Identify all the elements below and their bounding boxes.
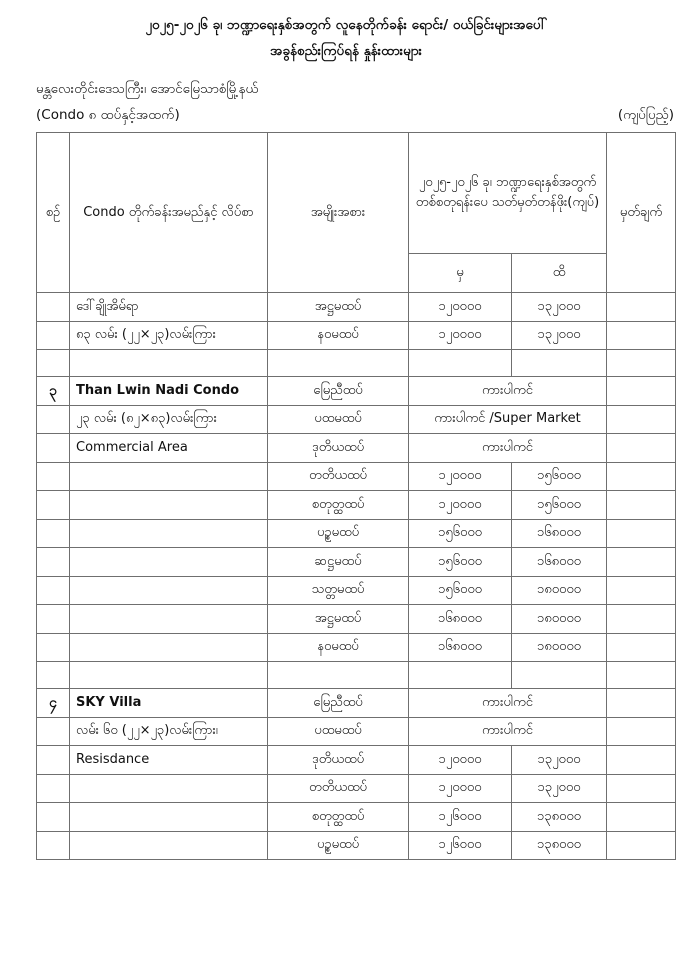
table-row — [37, 405, 676, 434]
rate-from-cell — [409, 662, 512, 689]
condo-name-cell — [70, 462, 268, 491]
condo-name-cell — [70, 803, 268, 832]
condo-name-cell: လမ်း ၆၀ (၂၂×၂၃)လမ်းကြား၊ — [70, 717, 268, 746]
condo-name-cell — [70, 491, 268, 520]
floor-type-cell: စတုတ္ထထပ် — [268, 803, 409, 832]
floor-type-cell: ပဥ္စမထပ် — [268, 519, 409, 548]
rate-to-cell: ၁၆၈၀၀၀ — [512, 519, 607, 548]
condo-name-cell: Commercial Area — [70, 434, 268, 463]
header-rate: ၂၀၂၅-၂၀၂၆ ခု၊ ဘဏ္ဍာရေးနှစ်အတွက် တစ်စတုရန်းပေ သတ်မှတ်တန်ဖိုး(ကျပ်) — [409, 133, 607, 254]
rate-from-cell: ၁၂၆၀၀၀ — [409, 831, 512, 860]
row-number — [37, 717, 70, 746]
condo-name-cell — [70, 519, 268, 548]
remark-cell — [607, 548, 676, 577]
table-row — [37, 321, 676, 350]
table-row — [37, 462, 676, 491]
remark-cell — [607, 321, 676, 350]
row-number — [37, 831, 70, 860]
row-number — [37, 321, 70, 350]
rate-to-cell: ၁၃၈၀၀၀ — [512, 803, 607, 832]
condo-note: (Condo ၈ ထပ်နှင့်အထက်) — [36, 107, 180, 123]
row-number — [37, 434, 70, 463]
condo-name-cell: Than Lwin Nadi Condo — [70, 377, 268, 406]
rate-from-cell: ၁၅၆၀၀၀ — [409, 576, 512, 605]
table-row — [37, 717, 676, 746]
remark-cell — [607, 605, 676, 634]
rate-to-cell: ၁၅၆၀၀၀ — [512, 462, 607, 491]
remark-cell — [607, 519, 676, 548]
row-number — [37, 491, 70, 520]
row-number — [37, 519, 70, 548]
table-row — [37, 434, 676, 463]
merged-rate-cell: ကားပါကင် — [409, 434, 607, 463]
table-row — [37, 491, 676, 520]
merged-rate-cell: ကားပါကင် — [409, 717, 607, 746]
condo-name-cell — [70, 548, 268, 577]
floor-type-cell: သတ္တမထပ် — [268, 576, 409, 605]
floor-type-cell: ဒုတိယထပ် — [268, 746, 409, 775]
region-subtitle: မန္တလေးတိုင်းဒေသကြီး၊ အောင်မြေသာစံမြို့နယ် — [36, 81, 259, 97]
rate-to-cell: ၁၈၀၀၀၀ — [512, 633, 607, 662]
rate-to-cell: ၁၃၂၀၀၀ — [512, 321, 607, 350]
floor-type-cell: တတိယထပ် — [268, 774, 409, 803]
row-number — [37, 746, 70, 775]
header-no: စဉ် — [37, 133, 70, 293]
header-remark: မှတ်ချက် — [607, 133, 676, 293]
floor-type-cell: ဆဋ္ဌမထပ် — [268, 548, 409, 577]
row-number — [37, 774, 70, 803]
rate-to-cell: ၁၃၂၀၀၀ — [512, 774, 607, 803]
condo-name-cell: ၂၃ လမ်း (၈၂×၈၃)လမ်းကြား — [70, 405, 268, 434]
rate-to-cell: ၁၃၈၀၀၀ — [512, 831, 607, 860]
rate-from-cell: ၁၆၈၀၀၀ — [409, 605, 512, 634]
remark-cell — [607, 405, 676, 434]
row-number — [37, 605, 70, 634]
rate-from-cell: ၁၅၆၀၀၀ — [409, 519, 512, 548]
rate-to-cell: ၁၃၂၀၀၀ — [512, 293, 607, 322]
rate-from-cell: ၁၂၀၀၀၀ — [409, 491, 512, 520]
condo-name-cell: ဒေါ်ချိုအိမ်ရာ — [70, 293, 268, 322]
row-number — [37, 803, 70, 832]
rate-to-cell: ၁၃၂၀၀၀ — [512, 746, 607, 775]
row-number: ၃ — [37, 377, 70, 406]
row-number — [37, 293, 70, 322]
table-row — [37, 548, 676, 577]
table-row — [37, 576, 676, 605]
table-row — [37, 689, 676, 718]
unit-label: (ကျပ်ပြည့်) — [617, 107, 674, 123]
condo-name-cell — [70, 576, 268, 605]
floor-type-cell — [268, 350, 409, 377]
table-body — [37, 293, 676, 860]
rate-table — [36, 132, 676, 860]
remark-cell — [607, 662, 676, 689]
row-number — [37, 350, 70, 377]
rate-from-cell: ၁၂၀၀၀၀ — [409, 321, 512, 350]
remark-cell — [607, 293, 676, 322]
remark-cell — [607, 633, 676, 662]
rate-to-cell — [512, 350, 607, 377]
rate-from-cell — [409, 350, 512, 377]
header-from: မှ — [409, 254, 512, 293]
remark-cell — [607, 377, 676, 406]
table-row — [37, 605, 676, 634]
floor-type-cell — [268, 662, 409, 689]
header-to: ထိ — [512, 254, 607, 293]
floor-type-cell: ပထမထပ် — [268, 405, 409, 434]
row-number — [37, 462, 70, 491]
rate-from-cell: ၁၂၀၀၀၀ — [409, 746, 512, 775]
condo-name-cell — [70, 831, 268, 860]
table-row — [37, 633, 676, 662]
document-title: ၂၀၂၅-၂၀၂၆ ခု၊ ဘဏ္ဍာရေးနှစ်အတွက် လူနေတိုက်ခန်း ရောင်း/ ဝယ်ခြင်းများအပေါ် — [145, 17, 547, 33]
rate-to-cell: ၁၆၈၀၀၀ — [512, 548, 607, 577]
row-number — [37, 576, 70, 605]
remark-cell — [607, 746, 676, 775]
rate-from-cell: ၁၅၆၀၀၀ — [409, 548, 512, 577]
condo-name-cell — [70, 605, 268, 634]
row-number — [37, 662, 70, 689]
rate-from-cell: ၁၂၆၀၀၀ — [409, 803, 512, 832]
row-number — [37, 405, 70, 434]
remark-cell — [607, 491, 676, 520]
table-row — [37, 519, 676, 548]
remark-cell — [607, 434, 676, 463]
floor-type-cell: နဝမထပ် — [268, 321, 409, 350]
floor-type-cell: အဋ္ဌမထပ် — [268, 605, 409, 634]
row-number — [37, 633, 70, 662]
table-row — [37, 803, 676, 832]
remark-cell — [607, 717, 676, 746]
condo-name-cell — [70, 350, 268, 377]
table-row — [37, 774, 676, 803]
blank-row — [37, 350, 676, 377]
rate-to-cell: ၁၅၆၀၀၀ — [512, 491, 607, 520]
condo-name-cell — [70, 774, 268, 803]
header-name: Condo တိုက်ခန်းအမည်နှင့် လိပ်စာ — [70, 133, 268, 293]
table-row — [37, 377, 676, 406]
condo-name-cell — [70, 662, 268, 689]
floor-type-cell: ဒုတိယထပ် — [268, 434, 409, 463]
condo-name-cell: ၈၃ လမ်း (၂၂×၂၃)လမ်းကြား — [70, 321, 268, 350]
remark-cell — [607, 774, 676, 803]
merged-rate-cell: ကားပါကင် /Super Market — [409, 405, 607, 434]
rate-from-cell: ၁၆၈၀၀၀ — [409, 633, 512, 662]
rate-from-cell: ၁၂၀၀၀၀ — [409, 462, 512, 491]
blank-row — [37, 662, 676, 689]
remark-cell — [607, 462, 676, 491]
condo-name-cell — [70, 633, 268, 662]
remark-cell — [607, 831, 676, 860]
floor-type-cell: တတိယထပ် — [268, 462, 409, 491]
floor-type-cell: ပထမထပ် — [268, 717, 409, 746]
remark-cell — [607, 576, 676, 605]
row-number: ၄ — [37, 689, 70, 718]
document-title-line2: အခွန်စည်းကြပ်ရန် နှုန်းထားများ — [270, 43, 422, 59]
rate-from-cell: ၁၂၀၀၀၀ — [409, 774, 512, 803]
table-row — [37, 746, 676, 775]
merged-rate-cell: ကားပါကင် — [409, 377, 607, 406]
floor-type-cell: အဋ္ဌမထပ် — [268, 293, 409, 322]
rate-from-cell: ၁၂၀၀၀၀ — [409, 293, 512, 322]
floor-type-cell: မြေညီထပ် — [268, 377, 409, 406]
rate-to-cell — [512, 662, 607, 689]
table-row — [37, 831, 676, 860]
rate-to-cell: ၁၈၀၀၀၀ — [512, 605, 607, 634]
remark-cell — [607, 350, 676, 377]
remark-cell — [607, 689, 676, 718]
floor-type-cell: စတုတ္ထထပ် — [268, 491, 409, 520]
merged-rate-cell: ကားပါကင် — [409, 689, 607, 718]
remark-cell — [607, 803, 676, 832]
rate-to-cell: ၁၈၀၀၀၀ — [512, 576, 607, 605]
condo-name-cell: SKY Villa — [70, 689, 268, 718]
floor-type-cell: ပဥ္စမထပ် — [268, 831, 409, 860]
floor-type-cell: နဝမထပ် — [268, 633, 409, 662]
table-row — [37, 293, 676, 322]
floor-type-cell: မြေညီထပ် — [268, 689, 409, 718]
condo-name-cell: Resisdance — [70, 746, 268, 775]
header-type: အမျိုးအစား — [268, 133, 409, 293]
row-number — [37, 548, 70, 577]
